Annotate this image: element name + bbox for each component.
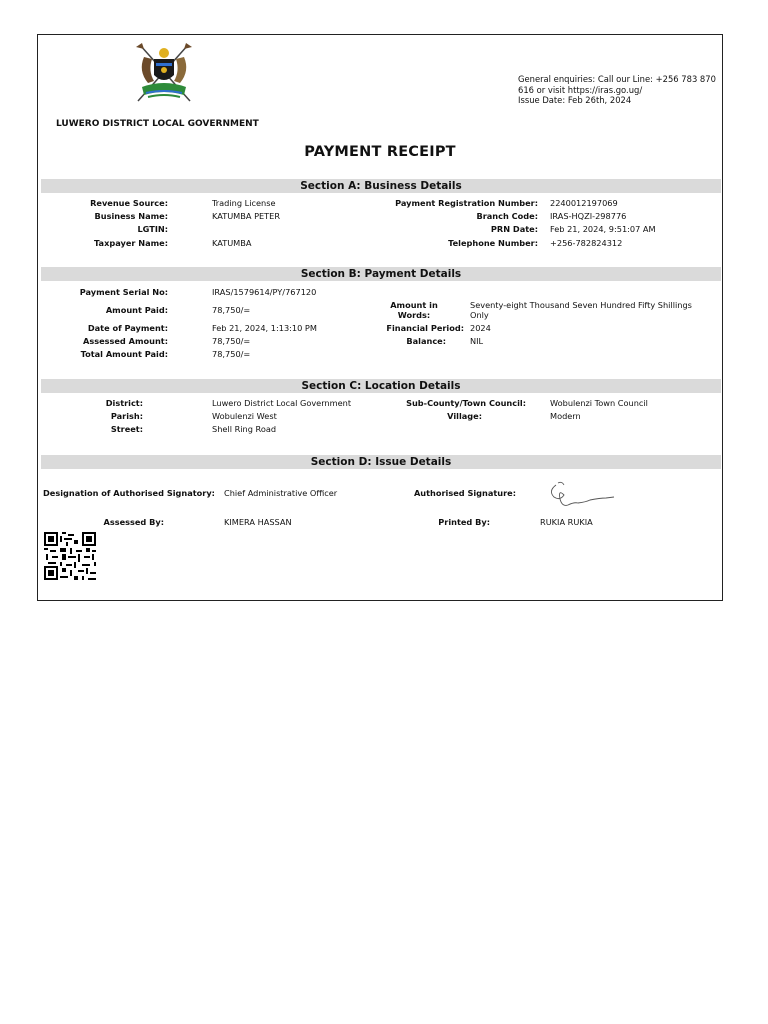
revenue-source-label: Revenue Source: (90, 198, 168, 208)
telephone-label: Telephone Number: (448, 238, 538, 248)
signature-image (544, 481, 616, 507)
amount-in-words-label-line-1: Amount in (390, 300, 438, 310)
printed-by-value: RUKIA RUKIA (540, 517, 593, 527)
amount-in-words-line-2: Only (470, 310, 489, 320)
telephone-value: +256-782824312 (550, 238, 623, 248)
qr-code-icon (44, 532, 96, 580)
date-of-payment-label: Date of Payment: (87, 323, 168, 333)
district-value: Luwero District Local Government (212, 398, 352, 408)
page-title: PAYMENT RECEIPT (304, 144, 456, 160)
branch-code-value: IRAS-HQZI-298776 (550, 211, 627, 221)
authorised-signature-label: Authorised Signature: (413, 488, 516, 498)
prn-date-value: Feb 21, 2024, 9:51:07 AM (550, 224, 656, 234)
prn-date-label: PRN Date: (490, 224, 538, 234)
balance-value: NIL (470, 336, 484, 346)
street-label: Street: (110, 424, 143, 434)
parish-label: Parish: (110, 411, 143, 421)
financial-period-label: Financial Period: (386, 323, 464, 333)
enquiries-block (518, 74, 723, 106)
assessed-amount-label: Assessed Amount: (83, 336, 168, 346)
enquiries-line-1: General enquiries: Call our Line: +256 783 870 (518, 74, 716, 84)
printed-by-label: Printed By: (438, 517, 490, 527)
amount-in-words-label (378, 300, 450, 320)
village-label: Village: (447, 411, 482, 421)
branch-code-label: Branch Code: (476, 211, 538, 221)
revenue-source-value: Trading License (212, 198, 276, 208)
subcounty-value: Wobulenzi Town Council (550, 398, 648, 408)
amount-in-words-line-1: Seventy-eight Thousand Seven Hundred Fifty Shillings (470, 300, 692, 310)
business-name-label: Business Name: (94, 211, 168, 221)
prn-value: 2240012197069 (550, 198, 618, 208)
total-amount-paid-value: 78,750/= (212, 349, 251, 359)
amount-paid-value: 78,750/= (212, 305, 251, 315)
payment-serial-label: Payment Serial No: (79, 287, 168, 297)
section-a-heading: Section A: Business Details (41, 179, 721, 193)
section-b-heading: Section B: Payment Details (41, 267, 721, 281)
assessed-by-value: KIMERA HASSAN (224, 517, 292, 527)
assessed-amount-value: 78,750/= (212, 336, 251, 346)
street-value: Shell Ring Road (212, 424, 277, 434)
taxpayer-name-label: Taxpayer Name: (94, 238, 168, 248)
section-c-heading: Section C: Location Details (41, 379, 721, 393)
amount-in-words-value (470, 300, 722, 320)
payment-serial-value: IRAS/1579614/PY/767120 (212, 287, 317, 297)
district-label: District: (105, 398, 143, 408)
designation-value: Chief Administrative Officer (224, 488, 338, 498)
section-d-heading: Section D: Issue Details (41, 455, 721, 469)
assessed-by-label: Assessed By: (103, 517, 164, 527)
enquiries-line-2: 616 or visit https://iras.go.ug/ (518, 84, 643, 95)
subcounty-label: Sub-County/Town Council: (406, 398, 526, 408)
financial-period-value: 2024 (470, 323, 491, 333)
designation-label: Designation of Authorised Signatory: (43, 488, 215, 498)
prn-label: Payment Registration Number: (395, 198, 538, 208)
business-name-value: KATUMBA PETER (212, 211, 281, 221)
balance-label: Balance: (406, 336, 446, 346)
village-value: Modern (550, 411, 581, 421)
government-name: LUWERO DISTRICT LOCAL GOVERNMENT (56, 119, 259, 129)
issue-date: Issue Date: Feb 26th, 2024 (518, 95, 632, 105)
date-of-payment-value: Feb 21, 2024, 1:13:10 PM (212, 323, 317, 333)
coat-of-arms-icon (128, 41, 200, 107)
amount-in-words-label-line-2: Words: (397, 310, 431, 320)
payment-receipt (37, 34, 723, 601)
amount-paid-label: Amount Paid: (105, 305, 168, 315)
taxpayer-name-value: KATUMBA (212, 238, 252, 248)
parish-value: Wobulenzi West (212, 411, 277, 421)
lgtin-label: LGTIN: (137, 224, 168, 234)
total-amount-paid-label: Total Amount Paid: (80, 349, 168, 359)
